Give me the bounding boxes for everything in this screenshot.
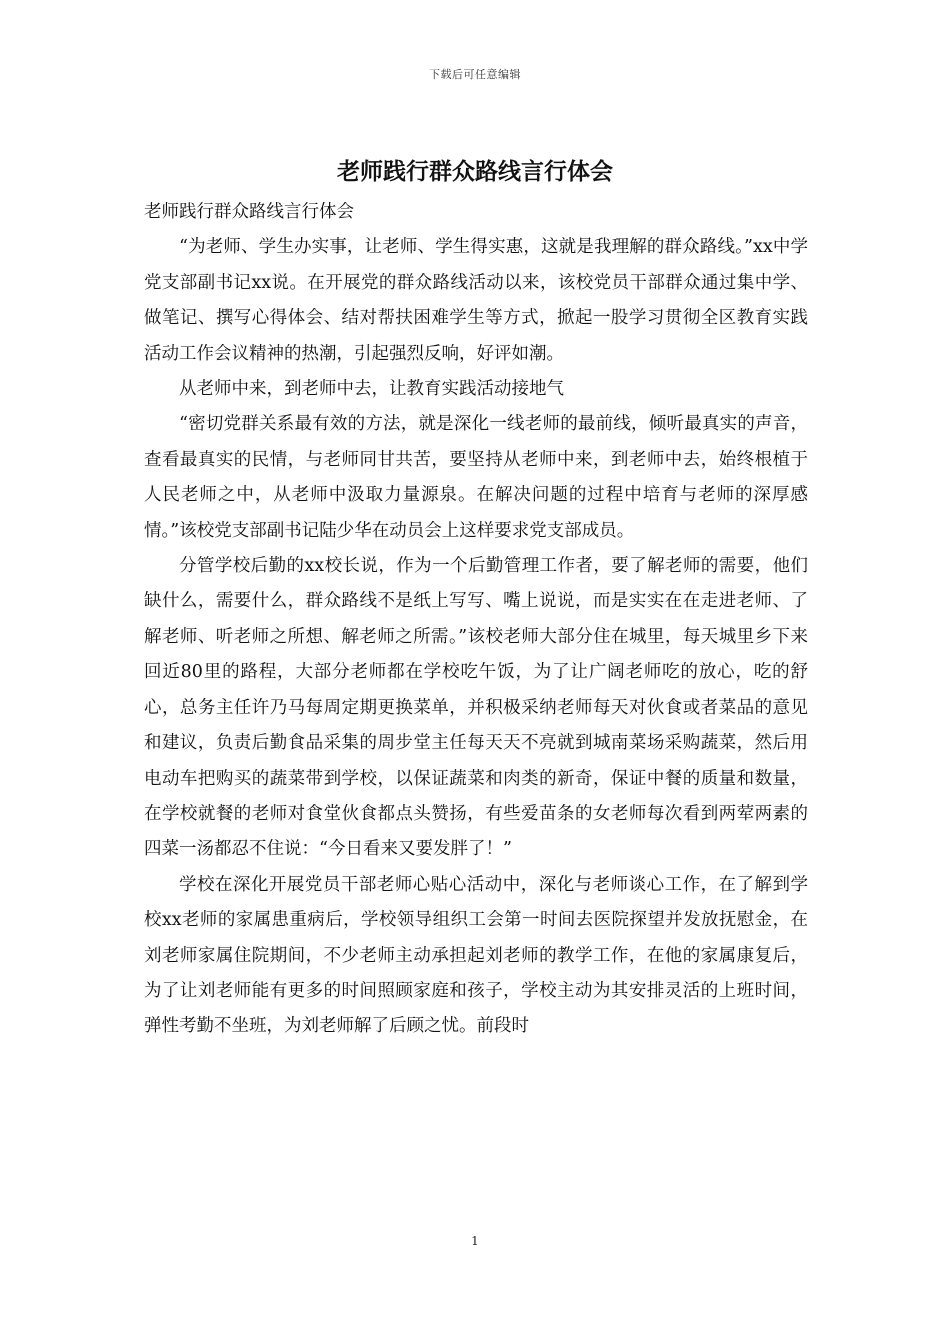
- section-heading-paragraph: 从老师中来，到老师中去，让教育实践活动接地气: [179, 379, 564, 400]
- body-paragraph: 学校在深化开展党员干部老师心贴心活动中，深化与老师谈心工作，在了解到学校xx老师的家属患重病后，学校领导组织工会第一时间去医院探望并发放抚慰金，在刘老师家属住院期间，不少老师主动承担起刘老师的教学工作，在他的家属康复后，为了让刘老师能有更多的时间照顾家庭和孩子，学校主动为其安排灵活的上班时间，弹性考勤不坐班，为刘老师解了后顾之忧。前段时: [144, 874, 808, 1037]
- document-body: [144, 195, 808, 1045]
- document-title: 老师践行群众路线言行体会: [337, 158, 613, 185]
- page-number: 1: [471, 1234, 479, 1248]
- body-paragraph: “密切党群关系最有效的方法，就是深化一线老师的最前线，倾听最真实的声音，查看最真实的民情，与老师同甘共苦，要坚持从老师中来，到老师中去，始终根植于人民老师之中，从老师中汲取力量源泉。在解决问题的过程中培育与老师的深厚感情。”该校党支部副书记陆少华在动员会上这样要求党支部成员。: [144, 414, 808, 541]
- page-header: 下载后可任意编辑: [429, 68, 521, 81]
- subtitle-paragraph: 老师践行群众路线言行体会: [144, 202, 354, 222]
- body-paragraph: “为老师、学生办实事，让老师、学生得实惠，这就是我理解的群众路线。”xx中学党支部副书记xx说。在开展党的群众路线活动以来，该校党员干部群众通过集中学、做笔记、撰写心得体会、结对帮扶困难学生等方式，掀起一股学习贯彻全区教育实践活动工作会议精神的热潮，引起强烈反响，好评如潮。: [144, 237, 808, 364]
- body-paragraph: 分管学校后勤的xx校长说，作为一个后勤管理工作者，要了解老师的需要，他们缺什么，需要什么，群众路线不是纸上写写、嘴上说说，而是实实在在走进老师、了解老师、听老师之所想、解老师之所需。”该校老师大部分住在城里，每天城里乡下来回近80里的路程，大部分老师都在学校吃午饭，为了让广阔老师吃的放心，吃的舒心，总务主任许乃马每周定期更换菜单，并积极采纳老师每天对伙食或者菜品的意见和建议，负责后勤食品采集的周步堂主任每天天不亮就到城南菜场采购蔬菜，然后用电动车把购买的蔬菜带到学校，以保证蔬菜和肉类的新奇，保证中餐的质量和数量，在学校就餐的老师对食堂伙食都点头赞扬，有些爱苗条的女老师每次看到两荤两素的四菜一汤都忍不住说：“今日看来又要发胖了！”: [144, 556, 808, 860]
